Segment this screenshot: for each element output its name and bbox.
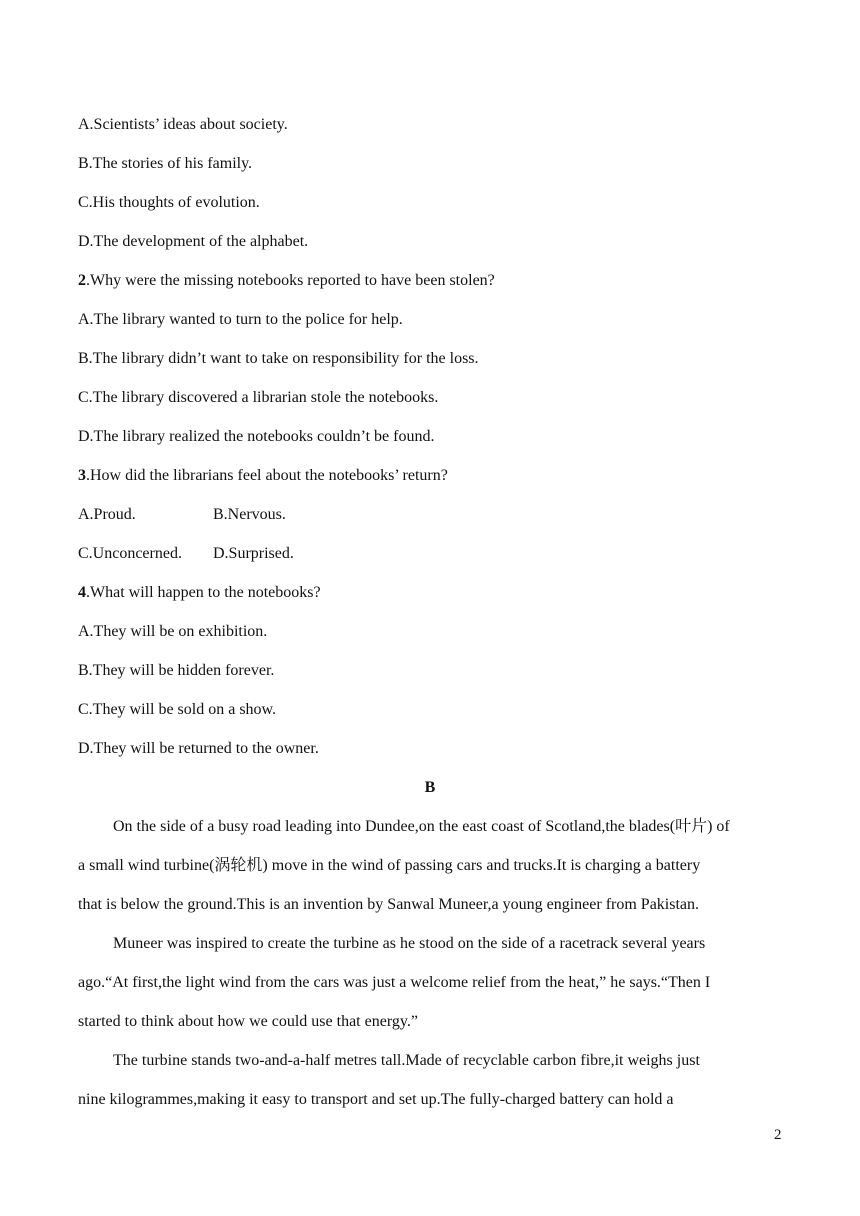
page-number: 2 (774, 1127, 782, 1143)
q2-number: 2 (78, 272, 86, 289)
passage-line-1: On the side of a busy road leading into Dundee,on the east coast of Scotland,the blades(叶片) of (113, 818, 730, 835)
q1-option-b: B.The stories of his family. (78, 155, 253, 172)
passage-line-7: The turbine stands two-and-a-half metres tall.Made of recyclable carbon fibre,it weighs just (113, 1052, 700, 1069)
q3-option-d: D.Surprised. (213, 545, 294, 562)
q4-stem-line (78, 583, 321, 603)
q4-option-c: C.They will be sold on a show. (78, 701, 277, 718)
q4-option-a: A.They will be on exhibition. (78, 623, 268, 640)
passage-line-8: nine kilogrammes,making it easy to transport and set up.The fully-charged battery can hold a (78, 1091, 674, 1108)
q4-number: 4 (78, 584, 86, 601)
q2-stem: .Why were the missing notebooks reported to have been stolen? (86, 272, 495, 289)
q1-option-a: A.Scientists’ ideas about society. (78, 116, 288, 133)
passage-line-2: a small wind turbine(涡轮机) move in the wind of passing cars and trucks.It is charging a battery (78, 857, 701, 874)
q4-option-d: D.They will be returned to the owner. (78, 740, 319, 757)
q3-stem: .How did the librarians feel about the notebooks’ return? (86, 467, 448, 484)
q1-option-c: C.His thoughts of evolution. (78, 194, 260, 211)
q2-option-c: C.The library discovered a librarian stole the notebooks. (78, 389, 439, 406)
q2-stem-line (78, 271, 495, 291)
q3-number: 3 (78, 467, 86, 484)
q2-option-d: D.The library realized the notebooks couldn’t be found. (78, 428, 435, 445)
q2-option-a: A.The library wanted to turn to the police for help. (78, 311, 403, 328)
q1-option-d: D.The development of the alphabet. (78, 233, 309, 250)
q2-option-b: B.The library didn’t want to take on responsibility for the loss. (78, 350, 479, 367)
passage-line-5: ago.“At first,the light wind from the cars was just a welcome relief from the heat,” he says.“Then I (78, 974, 711, 991)
q4-stem: .What will happen to the notebooks? (86, 584, 321, 601)
q3-stem-line (78, 466, 448, 486)
passage-line-6: started to think about how we could use that energy.” (78, 1013, 418, 1030)
passage-line-3: that is below the ground.This is an invention by Sanwal Muneer,a young engineer from Pakistan. (78, 896, 700, 913)
section-b-heading: B (424, 779, 436, 796)
q3-option-b: B.Nervous. (213, 506, 286, 523)
q4-option-b: B.They will be hidden forever. (78, 662, 275, 679)
q3-option-a: A.Proud. (78, 506, 136, 523)
passage-line-4: Muneer was inspired to create the turbine as he stood on the side of a racetrack several years (113, 935, 706, 952)
q3-option-c: C.Unconcerned. (78, 545, 182, 562)
